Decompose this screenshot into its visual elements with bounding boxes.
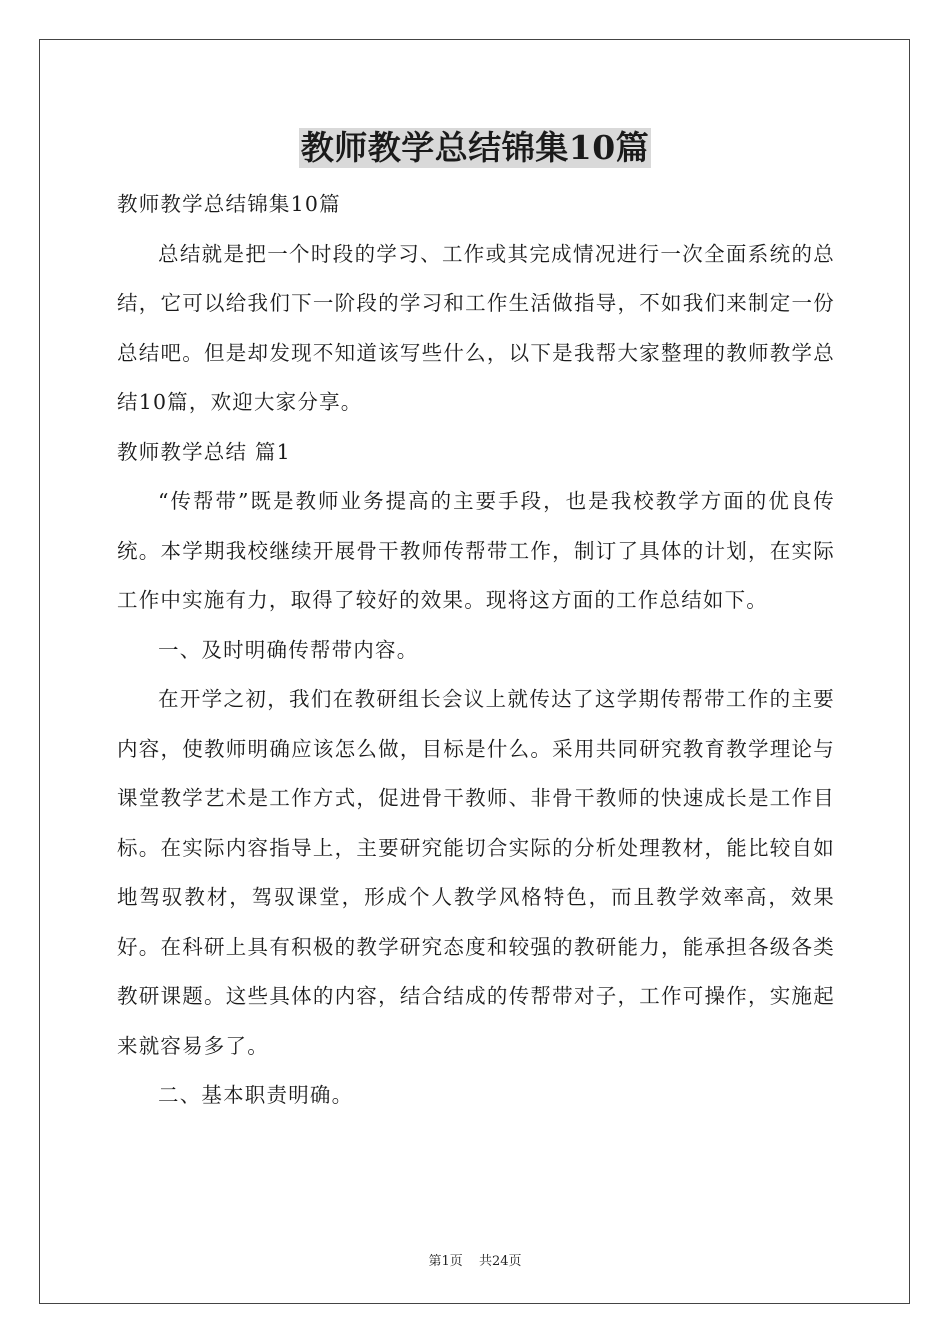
subtitle-paragraph: 教师教学总结锦集10篇: [117, 192, 341, 216]
title-container: [0, 128, 950, 168]
page-total: 共24页: [478, 1254, 522, 1269]
document-body: [117, 180, 835, 1121]
body-paragraph: “传帮带”既是教师业务提高的主要手段，也是我校教学方面的优良传统。本学期我校继续开展骨干教师传帮带工作，制订了具体的计划，在实际工作中实施有力，取得了较好的效果。现将这方面的工作总结如下。: [117, 489, 835, 612]
intro-paragraph: 总结就是把一个时段的学习、工作或其完成情况进行一次全面系统的总结，它可以给我们下一阶段的学习和工作生活做指导，不如我们来制定一份总结吧。但是却发现不知道该写些什么，以下是我帮大家整理的教师教学总结10篇，欢迎大家分享。: [117, 241, 835, 414]
page-footer: [0, 1250, 950, 1269]
body-paragraph: 在开学之初，我们在教研组长会议上就传达了这学期传帮带工作的主要内容，使教师明确应该怎么做，目标是什么。采用共同研究教育教学理论与课堂教学艺术是工作方式，促进骨干教师、非骨干教师的快速成长是工作目标。在实际内容指导上，主要研究能切合实际的分析处理教材，能比较自如地驾驭教材，驾驭课堂，形成个人教学风格特色，而且教学效率高，效果好。在科研上具有积极的教学研究态度和较强的教研能力，能承担各级各类教研课题。这些具体的内容，结合结成的传帮带对子，工作可操作，实施起来就容易多了。: [117, 687, 835, 1058]
subheading-paragraph: 一、及时明确传帮带内容。: [158, 637, 419, 662]
subheading-paragraph: 二、基本职责明确。: [158, 1083, 354, 1107]
page-number: 第1页: [428, 1254, 463, 1269]
section-heading: 教师教学总结 篇1: [117, 439, 291, 464]
document-title: 教师教学总结锦集10篇: [300, 128, 650, 167]
